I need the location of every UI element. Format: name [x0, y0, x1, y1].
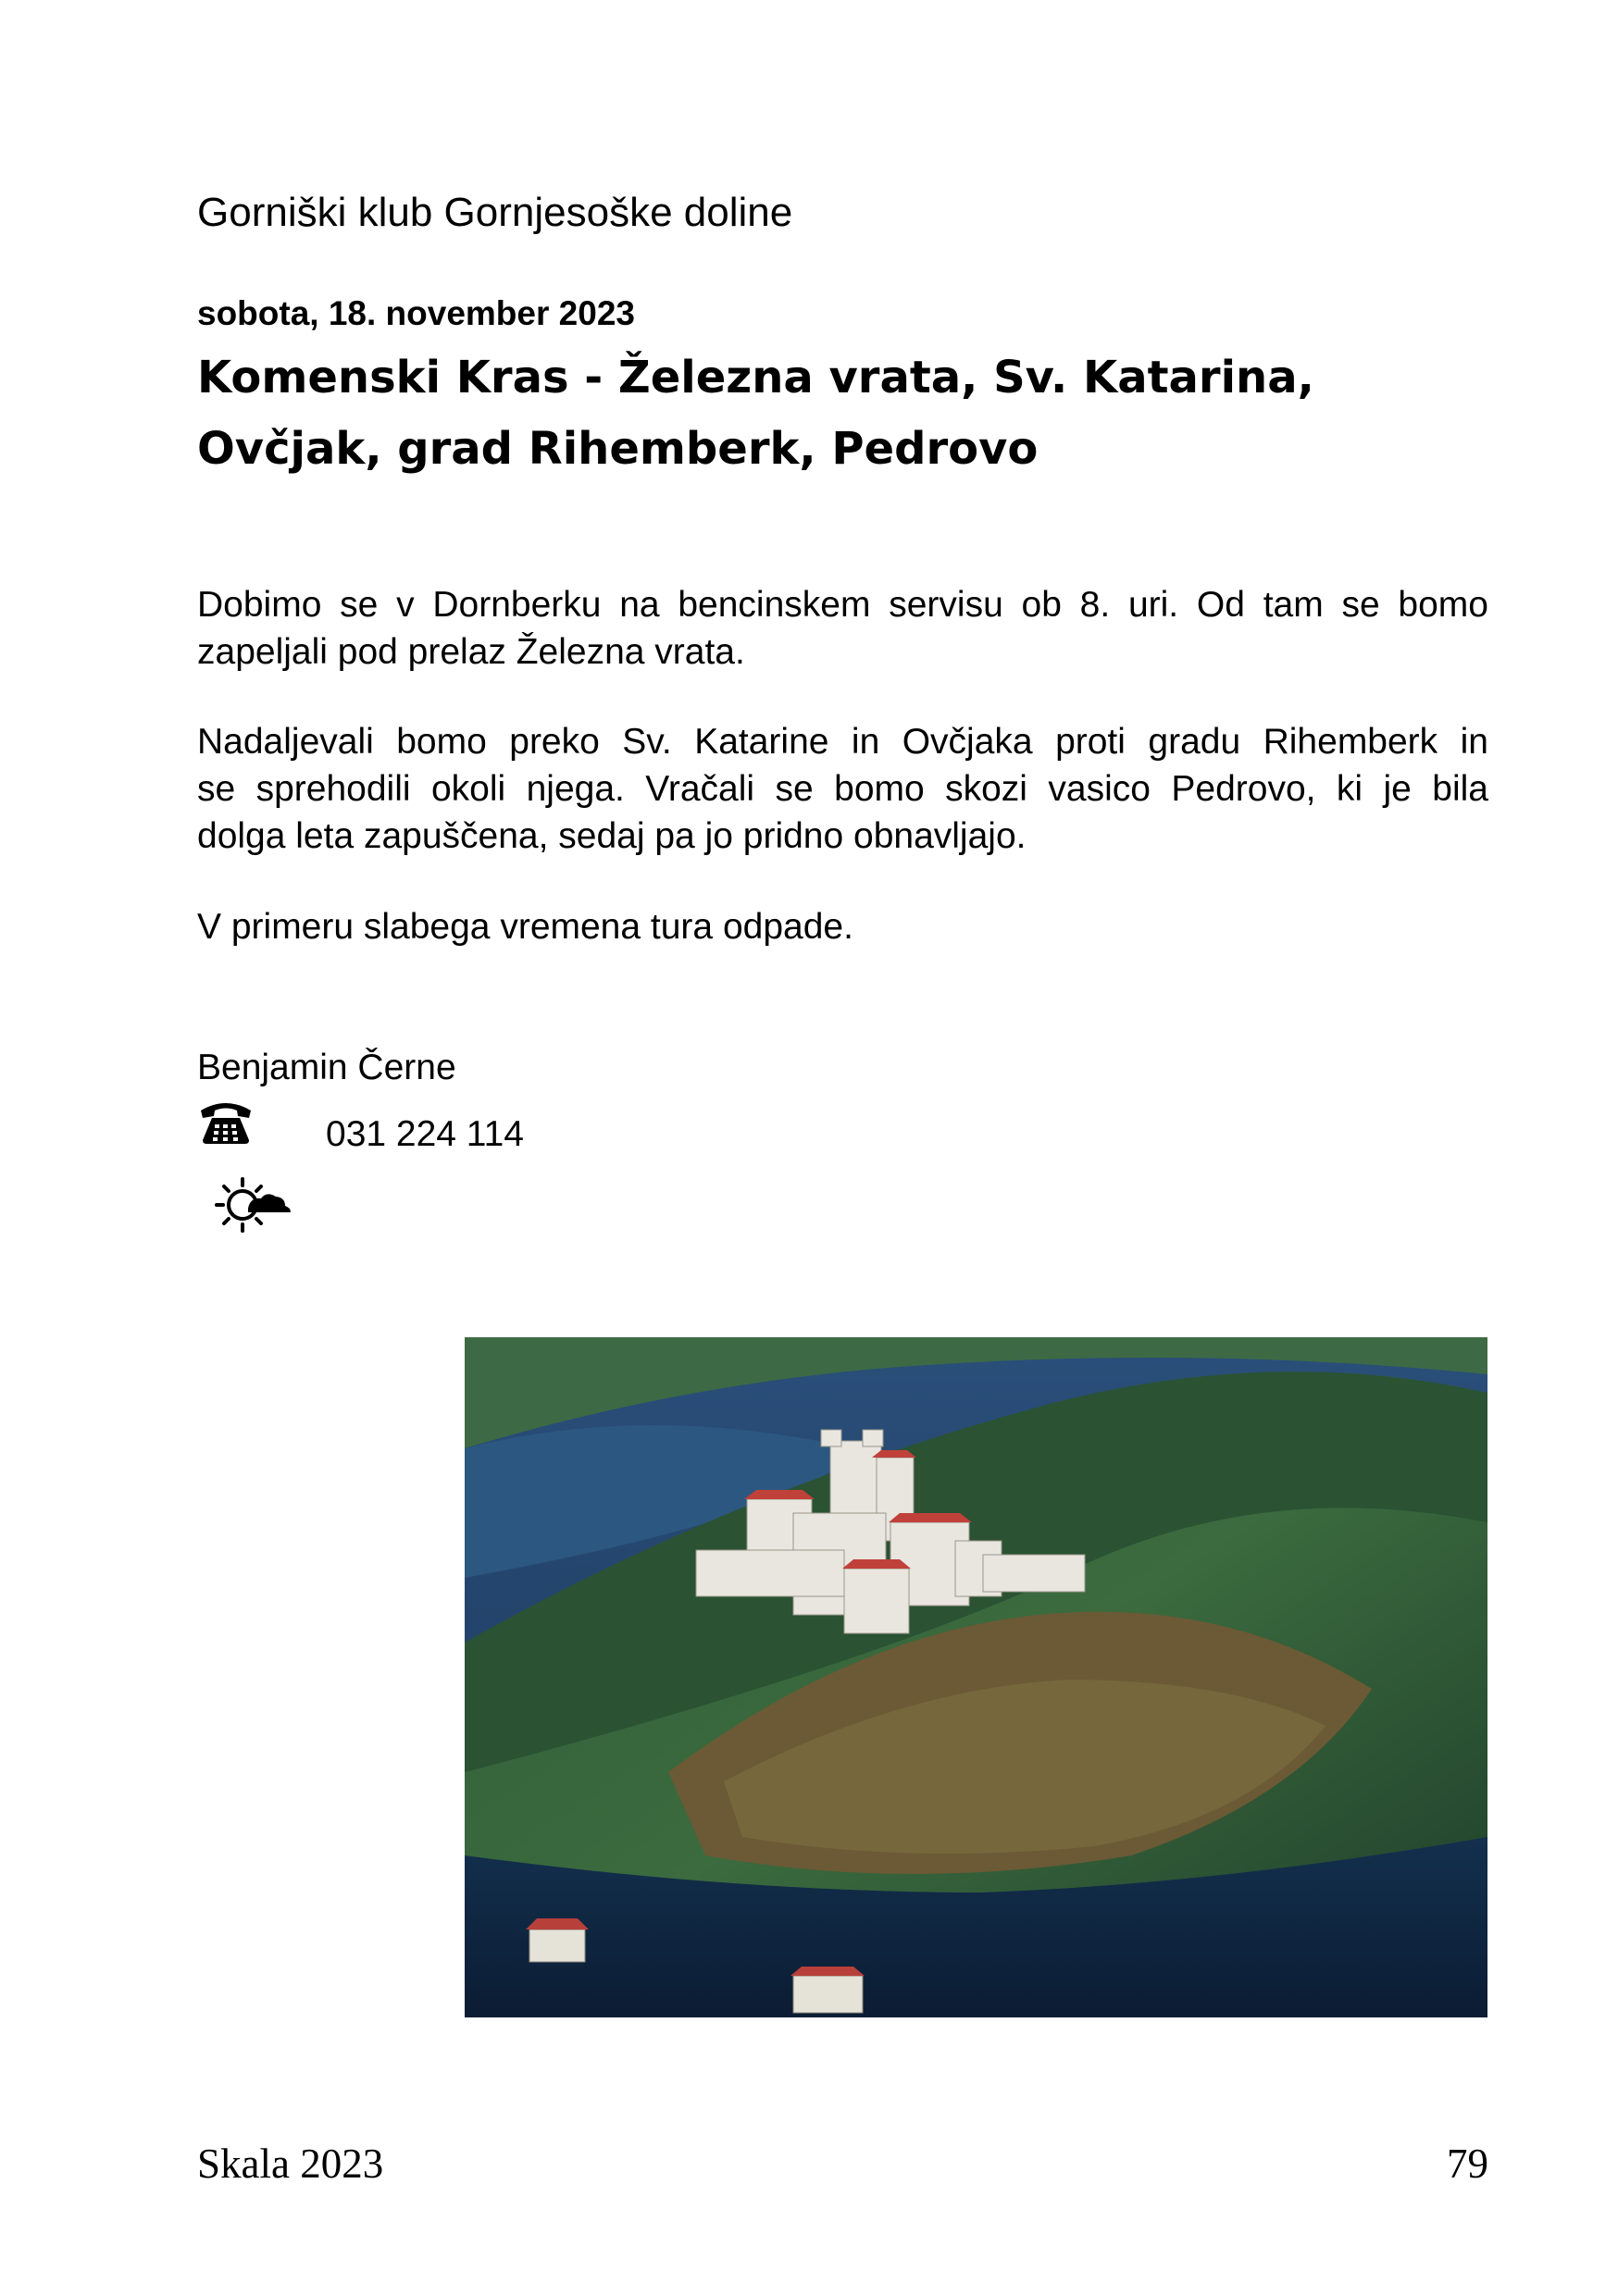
guide-name: Benjamin Černe [197, 1048, 456, 1087]
event-title-line-2: Ovčjak, grad Rihemberk, Pedrovo [197, 423, 1039, 475]
event-date: sobota, 18. november 2023 [197, 294, 635, 332]
telephone-icon [197, 1098, 255, 1146]
page-number: 79 [1447, 2141, 1488, 2187]
castle-photo [465, 1337, 1487, 2017]
paragraph-line: Nadaljevali bomo preko Sv. Katarine in Ovčjaka proti gradu Rihemberk in [197, 722, 1488, 762]
paragraph-line: zapeljali pod prelaz Železna vrata. [197, 632, 745, 672]
sun-cloud-icon [215, 1175, 292, 1233]
paragraph-weather-note [197, 903, 1488, 950]
event-title-line-1: Komenski Kras - Železna vrata, Sv. Katarina, [197, 352, 1314, 403]
guide-phone: 031 224 114 [326, 1114, 524, 1154]
paragraph-route [197, 718, 1488, 860]
paragraph-line: Dobimo se v Dornberku na bencinskem servisu ob 8. uri. Od tam se bomo [197, 585, 1488, 625]
club-name: Gorniški klub Gornjesoške doline [197, 190, 793, 235]
publication-name: Skala 2023 [197, 2141, 384, 2187]
event-title [197, 342, 1512, 485]
paragraph-line: se sprehodili okoli njega. Vračali se bomo skozi vasico Pedrovo, ki je bila [197, 769, 1488, 809]
paragraph-line: dolga leta zapuščena, sedaj pa jo pridno obnavljajo. [197, 816, 1027, 856]
paragraph-meeting [197, 581, 1488, 676]
paragraph-line: V primeru slabega vremena tura odpade. [197, 907, 853, 947]
